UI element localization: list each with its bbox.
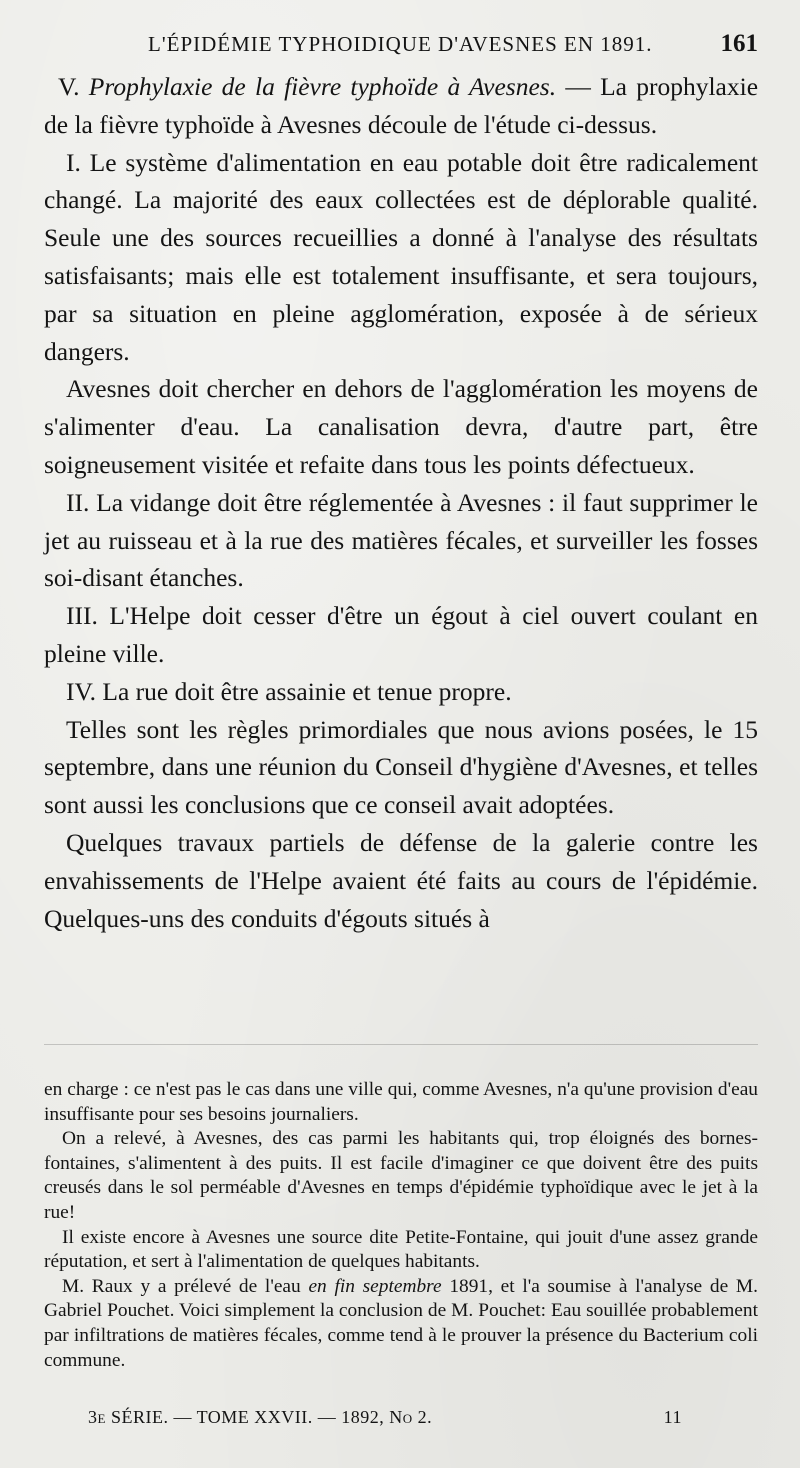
footnote-italic-date: en fin septembre	[308, 1275, 442, 1297]
paragraph-street: IV. La rue doit être assainie et tenue propre.	[66, 676, 512, 706]
series-line: 3e SÉRIE. — TOME XXVII. — 1892, No 2.	[88, 1407, 433, 1427]
footnote-paragraph: Il existe encore à Avesnes une source dite Petite-Fontaine, qui jouit d'une assez grande réputation, et sert à l'alimentation de quelques habitants.	[44, 1226, 758, 1273]
section-title: Prophylaxie de la fièvre typhoïde à Avesnes.	[88, 72, 557, 101]
signature-mark: 11	[663, 1407, 682, 1427]
section-intro: — La prophylaxie de la fièvre typhoïde à Avesnes découle de l'étude ci-dessus.	[44, 72, 759, 139]
section-label: V.	[58, 72, 80, 101]
page-number: 161	[720, 30, 758, 57]
paragraph-water-supply: I. Le système d'alimentation en eau potable doit être radicalement changé. La majorité des eaux collectées est de déplorable qualité. Seule une des sources recueillies a donné à l'analyse des résultats satisfaisants; mais elle est totalement insuffisante, et sera toujours, par sa situation en pleine agglomération, exposée à de sérieux dangers.	[44, 147, 758, 366]
footnote-text: 1891, et l'a soumise à l'analyse de M. Gabriel Pouchet. Voici simplement la conclusion de M. Pouchet: Eau souillée probablement par infiltrations de matières fécales, comme tend à le prouver la présence du Bacterium coli commune.	[44, 1275, 758, 1371]
page-footer	[88, 1407, 682, 1428]
footnote-text: M. Raux y a prélevé de l'eau	[62, 1275, 309, 1297]
paragraph-helpe: III. L'Helpe doit cesser d'être un égout à ciel ouvert coulant en pleine ville.	[44, 601, 758, 668]
paragraph-drainage: II. La vidange doit être réglementée à Avesnes : il faut supprimer le jet au ruisseau et à la rue des matières fécales, et surveiller les fosses soi-disant étanches.	[44, 487, 758, 593]
section-heading-paragraph	[44, 68, 758, 144]
footnote-last-paragraph	[44, 1275, 758, 1373]
running-head	[148, 30, 758, 66]
footnote-continuation: en charge : ce n'est pas le cas dans une ville qui, comme Avesnes, n'a qu'une provision d'eau insuffisante pour ses besoins journaliers.	[44, 1079, 758, 1125]
footnote-paragraph: On a relevé, à Avesnes, des cas parmi les habitants qui, trop éloignés des bornes-fontaines, s'alimentent à des puits. Il est facile d'imaginer ce que doivent être des puits creusés dans le sol perméable d'Avesnes en temps d'épidémie typhoïdique avec le jet à la rue!	[44, 1128, 758, 1223]
running-title: L'ÉPIDÉMIE TYPHOIDIQUE D'AVESNES EN 1891.	[148, 32, 653, 56]
paragraph-avesnes-water: Avesnes doit chercher en dehors de l'agglomération les moyens de s'alimenter d'eau. La canalisation devra, d'autre part, être soigneusement visitée et refaite dans tous les points défectueux.	[44, 374, 758, 479]
paragraph-works: Quelques travaux partiels de défense de la galerie contre les envahissements de l'Helpe avaient été faits au cours de l'épidémie. Quelques-uns des conduits d'égouts situés à	[44, 827, 758, 933]
paragraph-rules: Telles sont les règles primordiales que nous avions posées, le 15 septembre, dans une réunion du Conseil d'hygiène d'Avesnes, et telles sont aussi les conclusions que ce conseil avait adoptées.	[44, 714, 758, 820]
footnote-rule	[44, 1044, 758, 1045]
main-text	[44, 68, 758, 937]
footnotes	[44, 1078, 758, 1373]
